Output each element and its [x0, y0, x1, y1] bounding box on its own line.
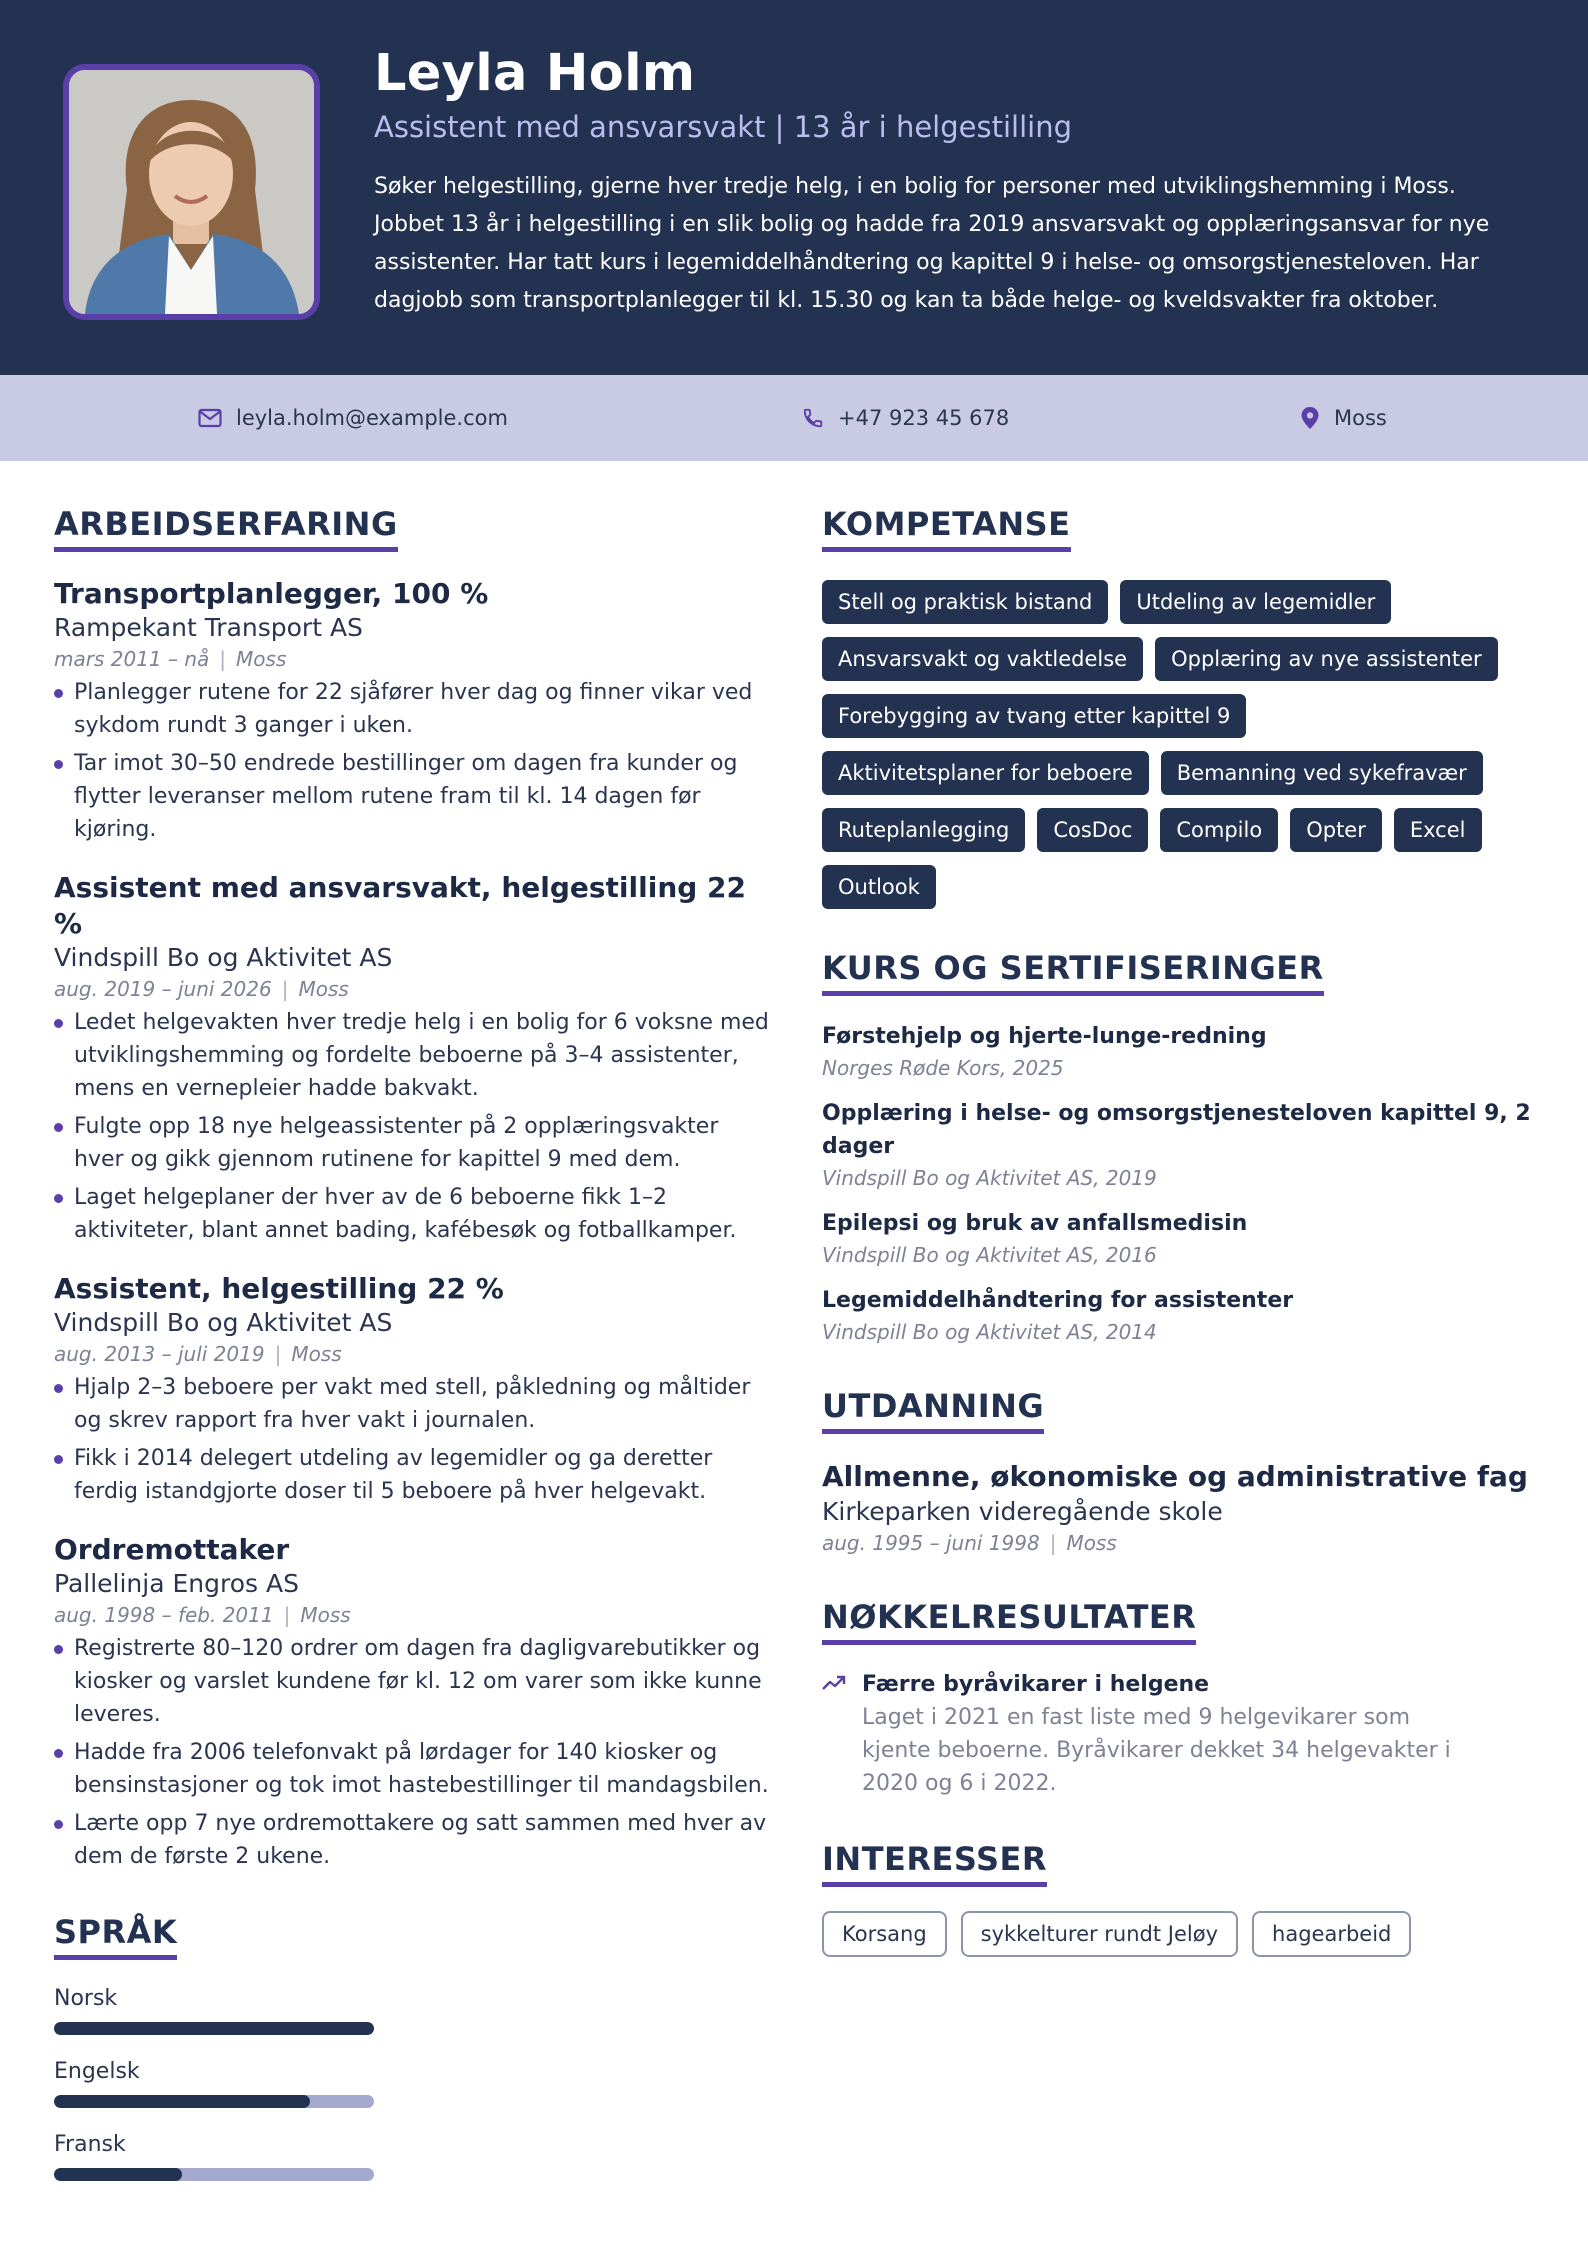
result-item [822, 1669, 1542, 1800]
result-title: Færre byråvikarer i helgene [862, 1672, 1210, 1697]
skill-tag: Excel [1394, 808, 1482, 852]
language-level-bar [54, 2168, 374, 2181]
phone-icon [802, 407, 824, 429]
education-place: Moss [1066, 1531, 1117, 1555]
education-period: aug. 1995 – juni 1998 [822, 1531, 1040, 1555]
job-bullet: Hadde fra 2006 telefonvakt på lørdager for 140 kiosker og bensinstasjoner og tok imot hastebestillinger til mandagsbilen. [54, 1736, 774, 1802]
contact-bar [0, 375, 1588, 461]
interests-section-title: INTERESSER [822, 1840, 1047, 1887]
education-section-title: UTDANNING [822, 1387, 1044, 1434]
job-bullet: Ledet helgevakten hver tredje helg i en bolig for 6 voksne med utviklingshemming og fordelte beboerne på 3–4 assistenter, mens en vernepleier hadde bakvakt. [54, 1006, 774, 1105]
profile-summary: Søker helgestilling, gjerne hver tredje helg, i en bolig for personer med utviklingshemming i Moss. Jobbet 13 år i helgestilling i en slik bolig og hadde fra 2019 ansvarsvakt og opplæringsansvar for nye assistenter. Har tatt kurs i legemiddelhåndtering og kapittel 9 i helse- og omsorgstjenesteloven. Har dagjobb som transportplanlegger til kl. 15.30 og kan ta både helge- og kveldsvakter fra oktober. [374, 174, 1490, 313]
email-icon [198, 408, 222, 428]
job-entry [54, 576, 774, 846]
job-entry [54, 1532, 774, 1873]
job-entry [54, 870, 774, 1247]
education-degree: Allmenne, økonomiske og administrative fag [822, 1460, 1528, 1493]
interest-tag: Korsang [822, 1911, 947, 1957]
profile-header [0, 0, 1588, 375]
job-bullet: Registrerte 80–120 ordrer om dagen fra dagligvarebutikker og kiosker og varslet kundene før kl. 12 om varer som ikke kunne leveres. [54, 1632, 774, 1731]
job-meta: aug. 2019 – juni 2026 | Moss [54, 977, 349, 1001]
course-name: Opplæring i helse- og omsorgstjenesteloven kapittel 9, 2 dager [822, 1101, 1531, 1159]
education-section [822, 1387, 1542, 1558]
course-name: Legemiddelhåndtering for assistenter [822, 1288, 1294, 1313]
contact-email[interactable] [198, 375, 508, 461]
job-place: Moss [291, 1342, 342, 1366]
job-company: Vindspill Bo og Aktivitet AS [54, 943, 393, 972]
job-bullet: Hjalp 2–3 beboere per vakt med stell, påkledning og måltider og skrev rapport fra hver vakt i journalen. [54, 1371, 774, 1437]
location-pin-icon [1300, 406, 1320, 430]
skill-tag: Utdeling av legemidler [1120, 580, 1391, 624]
job-company: Vindspill Bo og Aktivitet AS [54, 1308, 393, 1337]
course-name: Epilepsi og bruk av anfallsmedisin [822, 1211, 1248, 1236]
language-level-bar [54, 2022, 374, 2035]
job-bullets [54, 676, 774, 846]
skill-tag: Bemanning ved sykefravær [1161, 751, 1483, 795]
job-meta: aug. 2013 – juli 2019 | Moss [54, 1342, 342, 1366]
education-meta: aug. 1995 – juni 1998 | Moss [822, 1531, 1117, 1555]
skill-tag: Ruteplanlegging [822, 808, 1025, 852]
job-bullet: Laget helgeplaner der hver av de 6 beboerne fikk 1–2 aktiviteter, blant annet bading, kafébesøk og fotballkamper. [54, 1181, 774, 1247]
job-company: Rampekant Transport AS [54, 613, 363, 642]
job-title: Assistent med ansvarsvakt, helgestilling 22 % [54, 871, 747, 940]
language-name: Engelsk [54, 2059, 140, 2084]
course-item [822, 1207, 1542, 1270]
course-meta: Vindspill Bo og Aktivitet AS, 2014 [822, 1320, 1157, 1344]
language-level-fill [54, 2022, 374, 2035]
skill-tag: Stell og praktisk bistand [822, 580, 1108, 624]
phone-text[interactable]: +47 923 45 678 [838, 406, 1010, 430]
interest-tag: sykkelturer rundt Jeløy [961, 1911, 1238, 1957]
job-place: Moss [298, 977, 349, 1001]
languages-section [54, 1913, 774, 2181]
skills-section-title: KOMPETANSE [822, 505, 1071, 552]
right-column [822, 505, 1542, 1957]
course-name: Førstehjelp og hjerte-lunge-redning [822, 1024, 1267, 1049]
course-item [822, 1284, 1542, 1347]
job-title: Ordremottaker [54, 1533, 290, 1566]
interests-section [822, 1840, 1542, 1957]
job-period: aug. 1998 – feb. 2011 [54, 1603, 274, 1627]
course-item [822, 1097, 1542, 1193]
job-bullet: Fulgte opp 18 nye helgeassistenter på 2 opplæringsvakter hver og gikk gjennom rutinene for kapittel 9 med dem. [54, 1110, 774, 1176]
job-place: Moss [300, 1603, 351, 1627]
skill-tag: Ansvarsvakt og vaktledelse [822, 637, 1143, 681]
skill-tag: Forebygging av tvang etter kapittel 9 [822, 694, 1246, 738]
job-period: aug. 2013 – juli 2019 [54, 1342, 265, 1366]
languages-section-title: SPRÅK [54, 1913, 177, 1960]
language-name: Fransk [54, 2132, 126, 2157]
job-meta: mars 2011 – nå | Moss [54, 647, 287, 671]
location-text: Moss [1334, 406, 1387, 430]
interests-list [822, 1911, 1542, 1957]
course-meta: Norges Røde Kors, 2025 [822, 1056, 1064, 1080]
contact-location [1300, 375, 1387, 461]
job-bullets [54, 1371, 774, 1508]
language-item [54, 2130, 774, 2181]
portrait-image [69, 70, 314, 314]
skill-tag: Aktivitetsplaner for beboere [822, 751, 1149, 795]
language-level-fill [54, 2168, 182, 2181]
language-name: Norsk [54, 1986, 118, 2011]
skill-tag: Outlook [822, 865, 936, 909]
job-meta: aug. 1998 – feb. 2011 | Moss [54, 1603, 351, 1627]
job-title: Transportplanlegger, 100 % [54, 577, 489, 610]
contact-phone[interactable] [802, 375, 1009, 461]
skill-tag: Opplæring av nye assistenter [1155, 637, 1498, 681]
trending-up-icon [822, 1669, 848, 1800]
language-level-bar [54, 2095, 374, 2108]
education-school: Kirkeparken videregående skole [822, 1497, 1223, 1526]
job-bullet: Lærte opp 7 nye ordremottakere og satt sammen med hver av dem de første 2 ukene. [54, 1807, 774, 1873]
profile-photo [63, 64, 320, 320]
course-item [822, 1020, 1542, 1083]
result-text: Laget i 2021 en fast liste med 9 helgevikarer som kjente beboerne. Byråvikarer dekket 34 helgevakter i 2020 og 6 i 2022. [862, 1705, 1451, 1796]
job-title: Assistent, helgestilling 22 % [54, 1272, 504, 1305]
course-meta: Vindspill Bo og Aktivitet AS, 2019 [822, 1166, 1157, 1190]
courses-section [822, 949, 1542, 1347]
course-meta: Vindspill Bo og Aktivitet AS, 2016 [822, 1243, 1157, 1267]
language-item [54, 1984, 774, 2035]
job-period: aug. 2019 – juni 2026 [54, 977, 272, 1001]
language-level-fill [54, 2095, 310, 2108]
job-bullet: Planlegger rutene for 22 sjåfører hver dag og finner vikar ved sykdom rundt 3 ganger i uken. [54, 676, 774, 742]
job-period: mars 2011 – nå [54, 647, 210, 671]
job-bullets [54, 1006, 774, 1247]
results-section-title: NØKKELRESULTATER [822, 1598, 1196, 1645]
left-column [54, 505, 774, 2181]
skill-tag: CosDoc [1037, 808, 1148, 852]
job-place: Moss [236, 647, 287, 671]
skill-tag: Opter [1290, 808, 1382, 852]
courses-section-title: KURS OG SERTIFISERINGER [822, 949, 1324, 996]
skills-tag-list [822, 580, 1522, 909]
job-bullets [54, 1632, 774, 1873]
job-company: Pallelinja Engros AS [54, 1569, 299, 1598]
candidate-headline: Assistent med ansvarsvakt | 13 år i helgestilling [374, 110, 1072, 144]
skill-tag: Compilo [1160, 808, 1278, 852]
job-entry [54, 1271, 774, 1508]
interest-tag: hagearbeid [1252, 1911, 1411, 1957]
candidate-name: Leyla Holm [374, 44, 696, 103]
job-bullet: Fikk i 2014 delegert utdeling av legemidler og ga deretter ferdig istandgjorte doser til 5 beboere på hver helgevakt. [54, 1442, 774, 1508]
email-text[interactable]: leyla.holm@example.com [236, 406, 508, 430]
language-item [54, 2057, 774, 2108]
results-section [822, 1598, 1542, 1800]
experience-section-title: ARBEIDSERFARING [54, 505, 398, 552]
job-bullet: Tar imot 30–50 endrede bestillinger om dagen fra kunder og flytter leveranser mellom rutene fram til kl. 14 dagen før kjøring. [54, 747, 774, 846]
